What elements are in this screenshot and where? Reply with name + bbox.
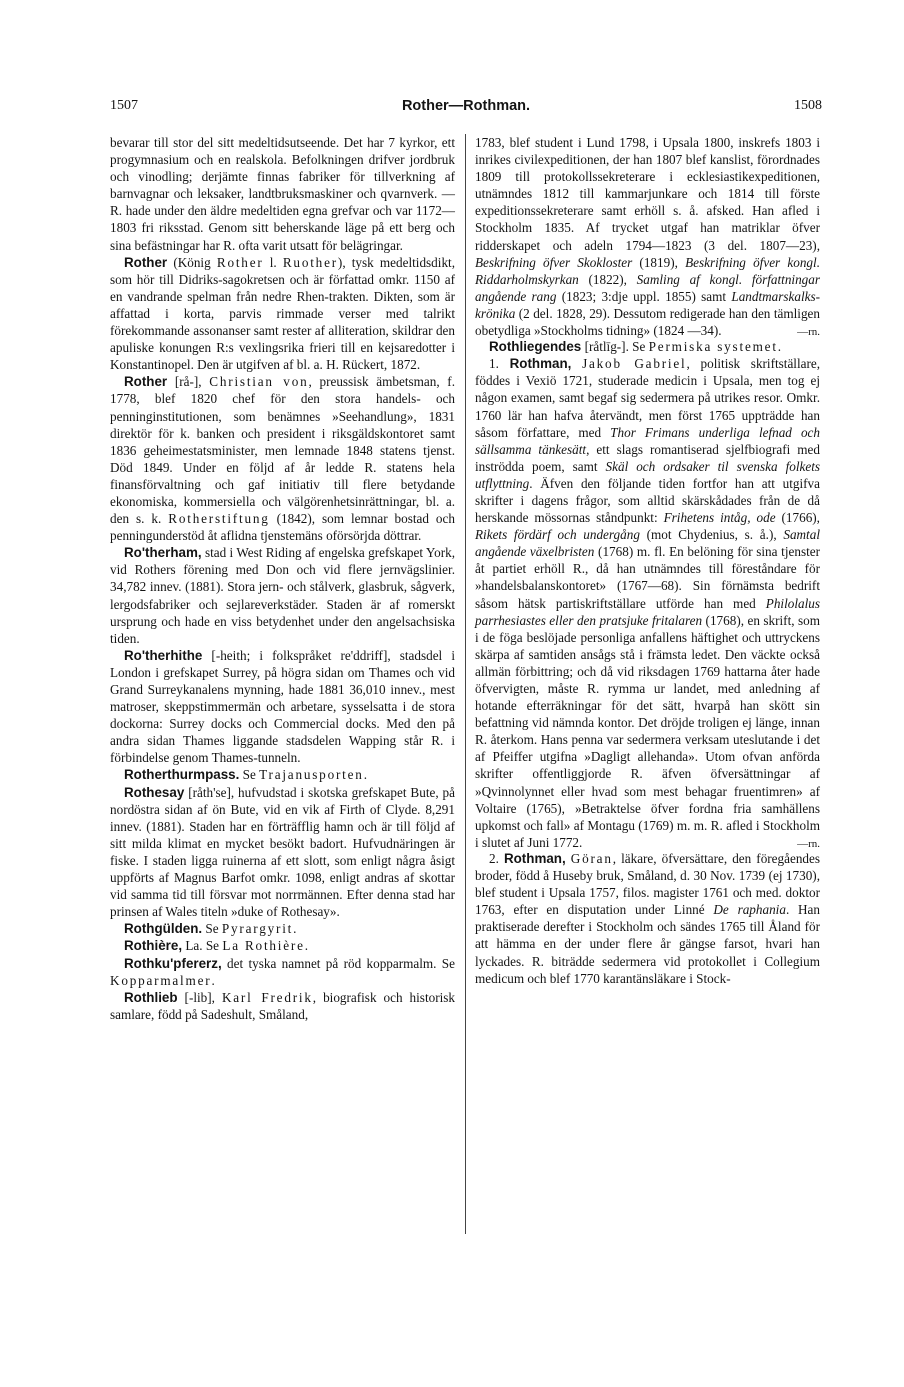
headword: Rothman, (503, 850, 566, 866)
headword: Rothman, (509, 356, 572, 372)
entry-continuation: bevarar till stor del sitt medeltidsutseende. Det har 7 kyrkor, ett progymnasium och en realskola. Befolkningen drifver jordbruk och vinodling; derjämte finnas fabriker för tillverkning af barnvagnar och leksaker, landtbruksmaskiner och qvarnverk. — R. hade under den äldre medeltiden egna grefvar och var 1172—1803 fri riksstad. Genom sitt beherskande läge på ett berg och sina befästningar har R. ofta varit utsatt för belägringar. (110, 135, 455, 253)
entry-rotherhithe: Ro'therhithe [-heith; i folkspråket re'ddriff], stadsdel i London i grefskapet Surrey, på högra sidan om Thames och vid Grand Surreykanalens mynning, hade 1881 36,010 innev., mest matroser, skeppstimmermän och arbetare, sysselsatta i de stora dockorna: Surrey docks och Commercial docks. Med den på andra sidan Thames liggande stadsdelen Wapping står R. i förbindelse genom Thames-tunneln. (110, 647, 455, 766)
entry-rothiere: Rothière, La. Se La Rothière. (124, 938, 309, 954)
column-divider (465, 134, 466, 1234)
entry-rothgulden: Rothgülden. Se Pyrargyrit. (124, 921, 297, 937)
headword: Rother (124, 254, 168, 270)
headword: Rothliegendes (489, 339, 582, 355)
headword: Rothière, (124, 938, 183, 954)
running-title: Rother—Rothman. (401, 98, 531, 114)
headword: Rothgülden. (124, 921, 203, 937)
entry-rothliegendes: Rothliegendes [råtlīg-]. Se Permiska systemet. (489, 339, 782, 355)
headword: Ro'therham, (124, 545, 202, 561)
entry-rotherham: Ro'therham, stad i West Riding af engelska grefskapet York, vid Rothers förening med Don och vid flere jernvägslinier. 34,782 innev. (1881). Stora jern- och stålverk, glasbruk, sågverk, lergodsfabriker och sejlareverkstäder. Staden är af romerskt ursprung och hade en viss betydenhet under den angelsachsiska tiden. (110, 545, 455, 646)
headword: Rothku'pfererz, (124, 955, 222, 971)
page-number-left: 1507 (110, 98, 138, 113)
page-header (110, 98, 822, 118)
headword: Rothesay (124, 784, 185, 800)
headword: Rotherthurmpass. (124, 767, 240, 783)
entry-rothman-goran: 2. Rothman, Göran, läkare, öfversättare, den föregåendes broder, född å Huseby bruk, Småland, d. 30 Nov. 1739 (ej 1730), blef student i Upsala 1757, filos. magister 1761 och med. doktor 1763, efter en disputation under Linné De raphania. Han praktiserade derefter i Stockholm och sändes 1765 till Åland för att hämma en der under flere år gängse farsot, hvari han lyckades. R. biträdde sedermera vid protokollet i Collegium medicum och blef 1770 karantänsläkare i Stock- (475, 850, 821, 986)
entry-rotherthurmpass: Rotherthurmpass. Se Trajanusporten. (124, 767, 367, 783)
entry-rother-christian: Rother [rå-], Christian von, preussisk ämbetsman, f. 1778, blef 1820 chef för den stora handels- och penninginstitutionen, som benämnes »Seehandlung», 1831 direktör för k. banken och president i riksgäldskontoret samt 1836 geheimestatsminister, men lemnade 1848 statens tjenst. Död 1849. Under en följd af år ledde R. statens hela finansförvaltning och gaf initiativ till flere betydande ekonomiska, kommersiella och välgörenhetsinrättningar, bl. a. den s. k. Rotherstiftung (1842), som lemnar bostad och penningunderstöd åt aflidna tjenstemäns oförsörjda döttrar. (110, 374, 455, 544)
entry-rothesay: Rothesay [råth'se], hufvudstad i skotska grefskapet Bute, på nordöstra sidan af ön Bute, vid en vik af Firth of Clyde. 8,291 innev. (1881). Staden har en förträfflig hamn och är till följd af sitt milda klimat en mycket besökt badort. Hufvudnäringen är fiske. I staden ligga ruinerna af ett slott, som enligt några åsigt uppförts af Magnus Barfot omkr. 1098, enligt andras af skottar vid samma tid till försvar mot norrmännen. Efter denna stad har prinsen af Wales titeln »duke of Rothesay». (110, 784, 455, 920)
right-column (475, 134, 820, 987)
headword: Ro'therhithe (124, 647, 203, 663)
author-signature: —rn. (797, 326, 820, 339)
page-number-right: 1508 (794, 98, 822, 113)
entry-rothlieb: Rothlieb [-lib], Karl Fredrik, biografisk och historisk samlare, född på Sadeshult, Småland, (110, 989, 455, 1022)
headword: Rother (124, 374, 168, 390)
entry-rothman-jakob: 1. Rothman, Jakob Gabriel, politisk skriftställare, föddes i Vexiö 1721, studerade medicin i Upsala, men tog ej någon examen, samt begaf sig sedermera på utrikes resor. Omkr. 1760 lär han hafva återvändt, men först 1765 uppträdde han såsom författare, med Thor Frimans underliga lefnad och sällsamma tänkesätt, ett slags romantiserad sjelfbiografi med inströdda poem, samt Skäl och ordsaker til svenska folkets utflyttning. Äfven den följande tiden fortfor han att utgifva skrifter i dagens frågor, som alltid skärskådades från de då herskande mössornas ståndpunkt: Frihetens intåg, ode (1766), Rikets fördärf och undergång (mot Chydenius, s. å.), Samtal angående växelbristen (1768) m. fl. En belöning för sina tjenster åt partiet erhöll R., då han utnämndes till föreståndare för »handelsbalanskontoret» (1767—68). Sin förnämsta bedrift såsom hätsk partiskriftställare utförde han med Philolalus parrhesiastes eller den pratsjuke fritalaren (1768), en skrift, som i de föga beslöjade personliga anfallens häftighet och uttryckens skärpa af samtiden ansågs stå i främsta ledet. Den väckte också allmän förbittring; och då vid riksdagen 1769 hattarna åter hade öfvervigten, måste R. rymma ur landet, med anledning af hotande efterräkningar för det sätt, hvarpå han skött sin befattning vid nämnda kontor. Det dröjde troligen ej länge, innan R. återkom. Hans penna var sedermera verksam uteslutande i det af Pfeiffer utgifna »Dagligt allehanda». Utom ofvan anförda skrifter offentliggjorde R. äfven öfversättningar af »Qvinnolynnet eller hvad som mest behagar fruentimren» af Voltaire (1765), »Betraktelse öfver fordna fria samhällens upkomst och fall» af Montagu (1769) m. m. R. afled i Stockholm i slutet af Juni 1772. (475, 356, 821, 850)
headword: Rothlieb (124, 989, 178, 1005)
author-signature: —rn. (797, 837, 820, 850)
left-column (110, 134, 455, 1023)
entry-rother-dikt: Rother (König Rother l. Ruother), tysk medeltidsdikt, som hör till Didriks-sagokretsen och är författad omkr. 1150 af en vandrande spelman från nedre Rhen-trakten. Dikten, som är affattad i korta, parvis rimmade verser med talrikt förekommande assonanser samt rester af alliteration, skildrar den apuliske konungen R:s vexlingsrika frieri till en kejsaredotter i Konstantinopel. Den är utgifven af bl. a. H. Rückert, 1872. (110, 254, 455, 373)
entry-rothkupfererz: Rothku'pfererz, det tyska namnet på röd kopparmalm. Se Kopparmalmer. (110, 955, 455, 988)
entry-rothlieb-continued: 1783, blef student i Lund 1798, i Upsala 1800, inskrefs 1803 i inrikes civilexpeditionen, der han 1807 blef kanslist, förordnades 1809 till protokollssekreterare i ecklesiastikexpeditionen, utnämndes 1812 till kammarjunkare och 1814 till förste expeditionssekreterare samt erhöll s. å. afsked. Han afled i Stockholm 1835. Af trycket utgaf han matriklar öfver ridderskapet och adeln 1794—1823 (3 del. 1807—23), Beskrifning öfver Skokloster (1819), Beskrifning öfver kongl. Riddarholmskyrkan (1822), Samling af kongl. författningar angående rang (1823; 3:dje uppl. 1855) samt Landtmarskalks-krönika (2 del. 1828, 29). Dessutom redigerade han den tämligen obetydliga »Stockholms tidning» (1824 —34). (475, 135, 821, 339)
